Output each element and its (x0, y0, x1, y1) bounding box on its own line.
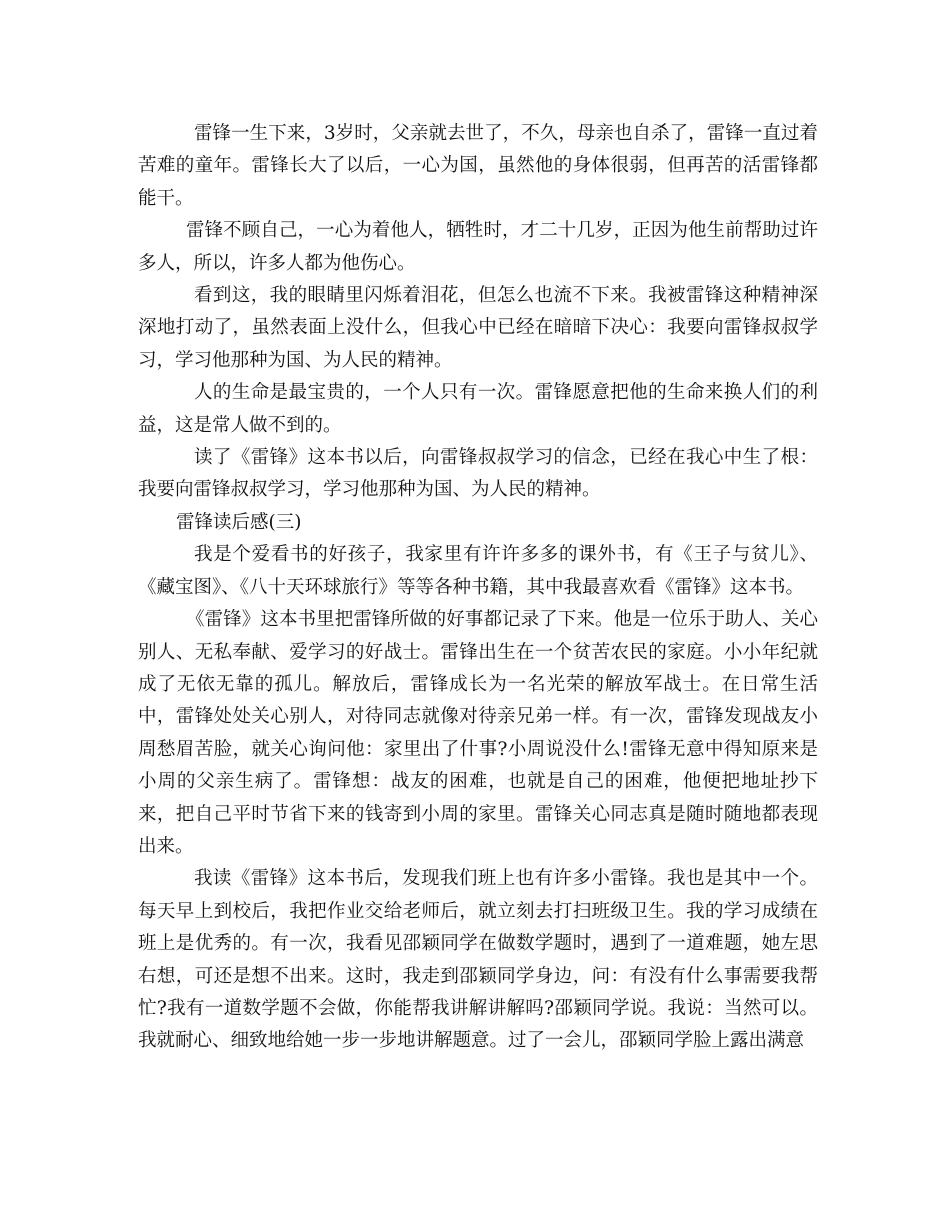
paragraph-1: 雷锋一生下来，3岁时，父亲就去世了，不久，母亲也自杀了，雷锋一直过着苦难的童年。雷锋长大了以后，一心为国，虽然他的身体很弱，但再苦的活雷锋都能干。 (138, 123, 818, 209)
paragraph-3: 看到这，我的眼睛里闪烁着泪花，但怎么也流不下来。我被雷锋这种精神深深地打动了，虽然表面上没什么，但我心中已经在暗暗下决心：我要向雷锋叔叔学习，学习他那种为国、为人民的精神。 (138, 285, 818, 371)
paragraph-2: 雷锋不顾自己，一心为着他人，牺牲时，才二十几岁，正因为他生前帮助过许多人，所以，许多人都为他伤心。 (138, 220, 818, 274)
section-paragraph-1: 我是个爱看书的好孩子，我家里有许许多多的课外书，有《王子与贫儿》、《藏宝图》、《八十天环球旅行》等等各种书籍，其中我最喜欢看《雷锋》这本书。 (138, 544, 818, 598)
paragraph-5: 读了《雷锋》这本书以后，向雷锋叔叔学习的信念，已经在我心中生了根：我要向雷锋叔叔学习，学习他那种为国、为人民的精神。 (138, 447, 818, 501)
section-paragraph-3: 我读《雷锋》这本书后，发现我们班上也有许多小雷锋。我也是其中一个。每天早上到校后，我把作业交给老师后，就立刻去打扫班级卫生。我的学习成绩在班上是优秀的。有一次，我看见邵颖同学在做数学题时，遇到了一道难题，她左思右想，可还是想不出来。这时，我走到邵颖同学身边，问：有没有什么事需要我帮忙?我有一道数学题不会做，你能帮我讲解讲解吗?邵颖同学说。我说：当然可以。我就耐心、细致地给她一步一步地讲解题意。过了一会儿，邵颖同学脸上露出满意 (138, 868, 818, 1052)
document-page (138, 118, 818, 1058)
paragraph-4: 人的生命是最宝贵的，一个人只有一次。雷锋愿意把他的生命来换人们的利益，这是常人做不到的。 (138, 382, 818, 436)
section-title: 雷锋读后感(三) (176, 511, 302, 533)
section-paragraph-2: 《雷锋》这本书里把雷锋所做的好事都记录了下来。他是一位乐于助人、关心别人、无私奉献、爱学习的好战士。雷锋出生在一个贫苦农民的家庭。小小年纪就成了无依无靠的孤儿。解放后，雷锋成长为一名光荣的解放军战士。在日常生活中，雷锋处处关心别人，对待同志就像对待亲兄弟一样。有一次，雷锋发现战友小周愁眉苦脸，就关心询问他：家里出了什事?小周说没什么!雷锋无意中得知原来是小周的父亲生病了。雷锋想：战友的困难，也就是自己的困难，他便把地址抄下来，把自己平时节省下来的钱寄到小周的家里。雷锋关心同志真是随时随地都表现出来。 (138, 609, 818, 857)
